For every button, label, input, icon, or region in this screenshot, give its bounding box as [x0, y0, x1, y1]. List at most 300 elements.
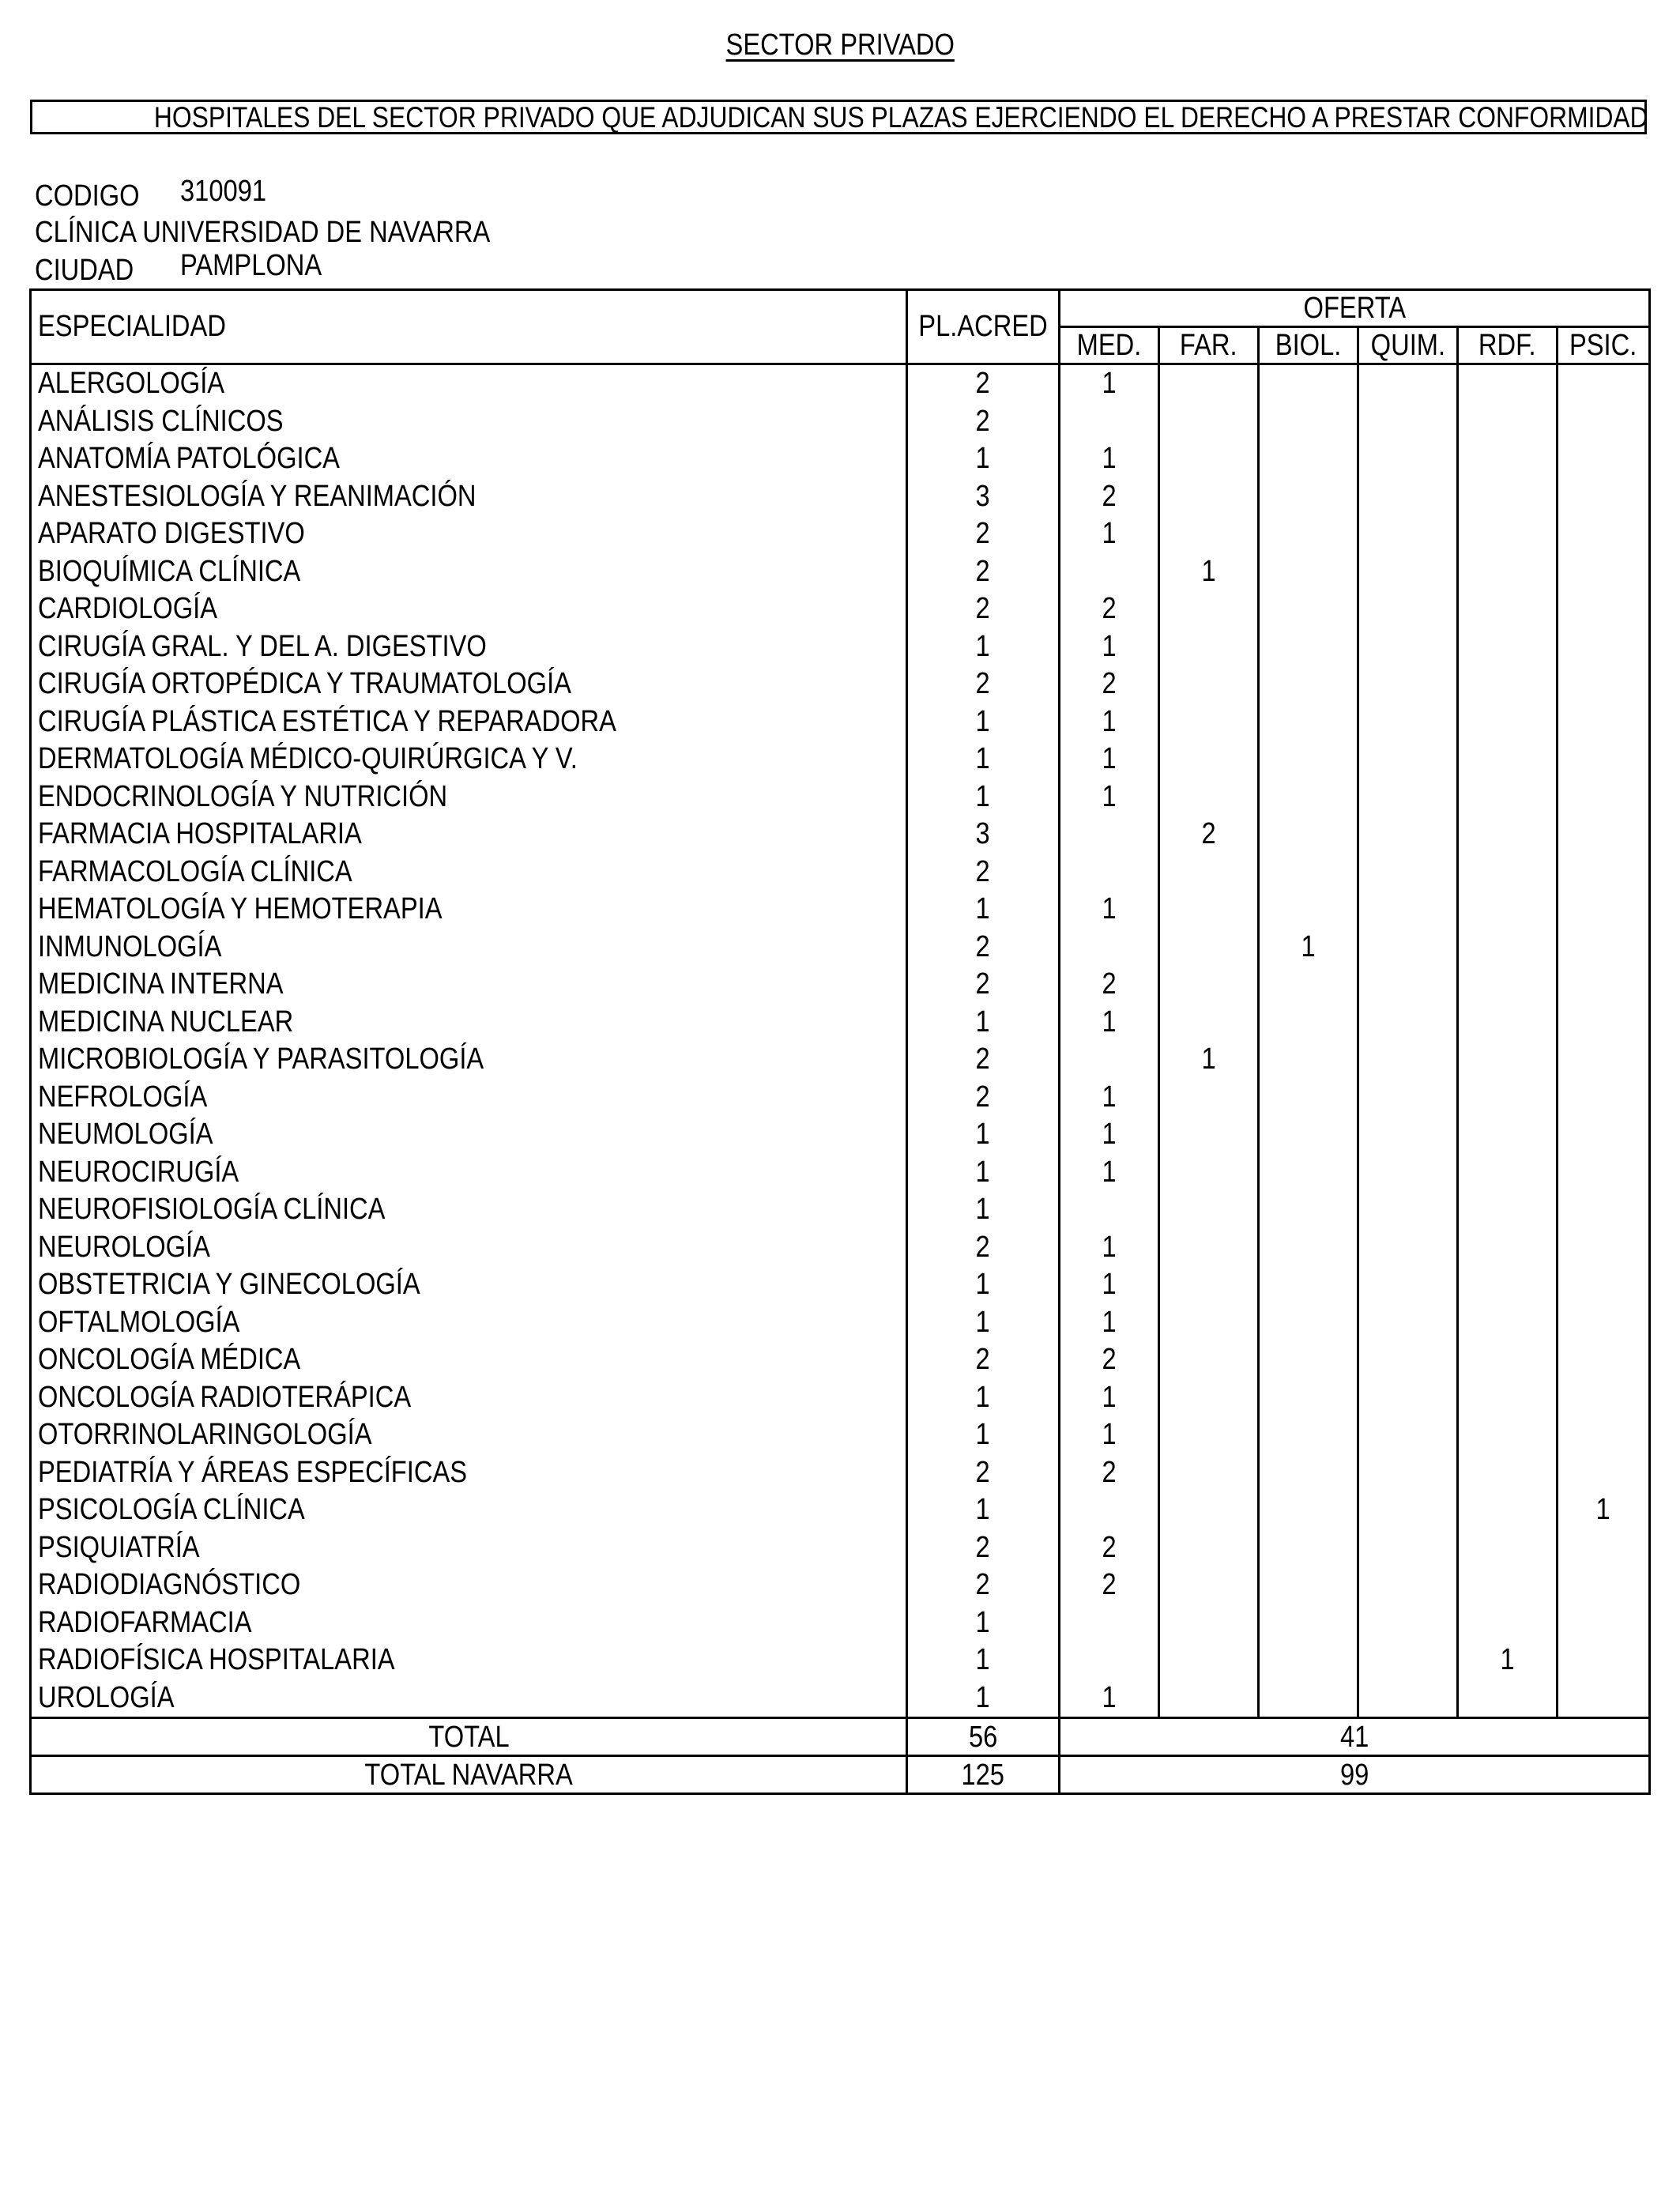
totals-pl-acred: 125: [907, 1756, 1060, 1794]
cell-psic: [1558, 590, 1650, 628]
cell-rdf: [1458, 1266, 1558, 1304]
cell-quim: [1358, 1191, 1458, 1229]
cell-rdf: [1458, 854, 1558, 892]
table-row: [31, 403, 1650, 441]
cell-psic: [1558, 1642, 1650, 1679]
specialty-name: OFTALMOLOGÍA: [31, 1304, 907, 1342]
cell-biol: [1259, 478, 1358, 516]
cell-med: [1060, 854, 1159, 892]
header-quim: QUIM.: [1358, 327, 1458, 364]
cell-biol: [1259, 1416, 1358, 1454]
cell-med: 1: [1060, 440, 1159, 478]
specialty-name: OTORRINOLARINGOLOGÍA: [31, 1416, 907, 1454]
cell-pl: 2: [907, 364, 1060, 403]
cell-quim: [1358, 1341, 1458, 1379]
specialty-name: PSIQUIATRÍA: [31, 1529, 907, 1567]
cell-pl: 1: [907, 1642, 1060, 1679]
cell-biol: [1259, 364, 1358, 403]
cell-rdf: [1458, 553, 1558, 591]
cell-far: [1159, 590, 1259, 628]
cell-quim: [1358, 1491, 1458, 1529]
table-row: [31, 440, 1650, 478]
cell-psic: [1558, 478, 1650, 516]
cell-rdf: [1458, 1079, 1558, 1117]
cell-quim: [1358, 966, 1458, 1004]
cell-far: [1159, 478, 1259, 516]
cell-far: [1159, 1642, 1259, 1679]
cell-psic: [1558, 778, 1650, 816]
table-row: [31, 1004, 1650, 1042]
cell-rdf: [1458, 478, 1558, 516]
specialty-name: ANESTESIOLOGÍA Y REANIMACIÓN: [31, 478, 907, 516]
cell-pl: 2: [907, 553, 1060, 591]
table-row: [31, 1679, 1650, 1718]
specialty-name: NEUROLOGÍA: [31, 1229, 907, 1267]
cell-quim: [1358, 553, 1458, 591]
cell-psic: [1558, 966, 1650, 1004]
cell-psic: [1558, 1116, 1650, 1154]
cell-biol: [1259, 1566, 1358, 1604]
cell-biol: [1259, 891, 1358, 929]
cell-psic: [1558, 1041, 1650, 1079]
cell-far: 1: [1159, 553, 1259, 591]
cell-rdf: [1458, 1566, 1558, 1604]
header-pl-acred: PL.ACRED: [907, 290, 1060, 364]
cell-med: [1060, 1604, 1159, 1642]
cell-far: [1159, 1679, 1259, 1718]
cell-psic: [1558, 364, 1650, 403]
cell-med: [1060, 816, 1159, 854]
section-banner: [30, 100, 1647, 134]
cell-pl: 1: [907, 1191, 1060, 1229]
cell-far: [1159, 966, 1259, 1004]
table-row: [31, 1566, 1650, 1604]
cell-med: 1: [1060, 364, 1159, 403]
cell-biol: [1259, 665, 1358, 703]
table-row: [31, 515, 1650, 553]
cell-rdf: [1458, 1679, 1558, 1718]
cell-pl: 1: [907, 628, 1060, 666]
cell-rdf: [1458, 816, 1558, 854]
cell-biol: [1259, 1454, 1358, 1492]
cell-med: [1060, 1191, 1159, 1229]
cell-med: 1: [1060, 778, 1159, 816]
cell-med: 2: [1060, 478, 1159, 516]
cell-med: 1: [1060, 891, 1159, 929]
ciudad-value: PAMPLONA: [180, 249, 322, 282]
specialty-name: CIRUGÍA PLÁSTICA ESTÉTICA Y REPARADORA: [31, 703, 907, 741]
cell-rdf: [1458, 1116, 1558, 1154]
cell-psic: [1558, 1341, 1650, 1379]
cell-quim: [1358, 703, 1458, 741]
codigo-value: 310091: [180, 175, 267, 208]
cell-far: [1159, 778, 1259, 816]
cell-pl: 1: [907, 1116, 1060, 1154]
cell-biol: [1259, 816, 1358, 854]
cell-med: 1: [1060, 628, 1159, 666]
hospital-name: CLÍNICA UNIVERSIDAD DE NAVARRA: [35, 216, 491, 249]
cell-pl: 1: [907, 1491, 1060, 1529]
table-row: [31, 1266, 1650, 1304]
table-body: [31, 364, 1650, 1718]
cell-psic: [1558, 703, 1650, 741]
cell-far: [1159, 854, 1259, 892]
cell-pl: 1: [907, 1304, 1060, 1342]
cell-quim: [1358, 1416, 1458, 1454]
table-row: [31, 364, 1650, 403]
cell-psic: [1558, 1266, 1650, 1304]
specialty-name: FARMACIA HOSPITALARIA: [31, 816, 907, 854]
cell-quim: [1358, 778, 1458, 816]
cell-rdf: [1458, 778, 1558, 816]
cell-quim: [1358, 1604, 1458, 1642]
cell-quim: [1358, 1229, 1458, 1267]
cell-pl: 2: [907, 1341, 1060, 1379]
cell-psic: [1558, 1529, 1650, 1567]
cell-far: [1159, 1116, 1259, 1154]
cell-pl: 2: [907, 590, 1060, 628]
specialty-name: CARDIOLOGÍA: [31, 590, 907, 628]
cell-psic: [1558, 1154, 1650, 1192]
cell-quim: [1358, 854, 1458, 892]
cell-pl: 2: [907, 854, 1060, 892]
specialty-name: RADIOFARMACIA: [31, 1604, 907, 1642]
cell-quim: [1358, 1379, 1458, 1417]
table-row: [31, 1079, 1650, 1117]
cell-med: 1: [1060, 1379, 1159, 1417]
cell-far: [1159, 1266, 1259, 1304]
totals-oferta: 99: [1060, 1756, 1650, 1794]
cell-med: 2: [1060, 1454, 1159, 1492]
cell-biol: [1259, 1341, 1358, 1379]
cell-pl: 2: [907, 1229, 1060, 1267]
cell-rdf: [1458, 515, 1558, 553]
cell-biol: [1259, 1529, 1358, 1567]
cell-pl: 2: [907, 665, 1060, 703]
header-biol: BIOL.: [1259, 327, 1358, 364]
page-title-text: SECTOR PRIVADO: [725, 28, 955, 62]
specialty-name: ENDOCRINOLOGÍA Y NUTRICIÓN: [31, 778, 907, 816]
cell-biol: 1: [1259, 929, 1358, 967]
cell-biol: [1259, 1191, 1358, 1229]
table-row: [31, 1454, 1650, 1492]
table-row: [31, 741, 1650, 778]
cell-biol: [1259, 1154, 1358, 1192]
banner-text: HOSPITALES DEL SECTOR PRIVADO QUE ADJUDICAN SUS PLAZAS EJERCIENDO EL DERECHO A PRESTAR CONFORMIDAD: [153, 101, 1648, 134]
cell-biol: [1259, 1041, 1358, 1079]
specialty-name: CIRUGÍA GRAL. Y DEL A. DIGESTIVO: [31, 628, 907, 666]
table-row: [31, 966, 1650, 1004]
cell-pl: 2: [907, 1529, 1060, 1567]
cell-pl: 3: [907, 478, 1060, 516]
specialty-name: ANATOMÍA PATOLÓGICA: [31, 440, 907, 478]
cell-rdf: [1458, 1154, 1558, 1192]
cell-quim: [1358, 628, 1458, 666]
cell-far: [1159, 929, 1259, 967]
table-row: [31, 628, 1650, 666]
cell-med: 1: [1060, 1679, 1159, 1718]
header-oferta: OFERTA: [1060, 290, 1650, 327]
table-row: [31, 1041, 1650, 1079]
cell-psic: [1558, 1566, 1650, 1604]
cell-far: [1159, 440, 1259, 478]
table-row: [31, 929, 1650, 967]
cell-far: [1159, 1416, 1259, 1454]
cell-med: [1060, 929, 1159, 967]
cell-far: [1159, 1154, 1259, 1192]
specialty-name: NEUMOLOGÍA: [31, 1116, 907, 1154]
cell-psic: [1558, 1304, 1650, 1342]
cell-biol: [1259, 628, 1358, 666]
cell-far: [1159, 1341, 1259, 1379]
cell-biol: [1259, 1116, 1358, 1154]
cell-far: [1159, 515, 1259, 553]
cell-biol: [1259, 1379, 1358, 1417]
cell-quim: [1358, 891, 1458, 929]
cell-rdf: [1458, 929, 1558, 967]
specialty-name: NEUROCIRUGÍA: [31, 1154, 907, 1192]
table-row: [31, 703, 1650, 741]
cell-med: 1: [1060, 1079, 1159, 1117]
cell-rdf: [1458, 703, 1558, 741]
cell-pl: 1: [907, 741, 1060, 778]
table-row: [31, 1116, 1650, 1154]
cell-quim: [1358, 440, 1458, 478]
cell-med: 2: [1060, 665, 1159, 703]
cell-med: 2: [1060, 1566, 1159, 1604]
cell-quim: [1358, 816, 1458, 854]
table-row: [31, 478, 1650, 516]
cell-med: 1: [1060, 515, 1159, 553]
cell-psic: [1558, 816, 1650, 854]
cell-pl: 1: [907, 1004, 1060, 1042]
cell-med: 1: [1060, 1304, 1159, 1342]
cell-far: 1: [1159, 1041, 1259, 1079]
specialty-name: ANÁLISIS CLÍNICOS: [31, 403, 907, 441]
ciudad-label: CIUDAD: [35, 254, 134, 287]
specialty-name: NEFROLOGÍA: [31, 1079, 907, 1117]
totals-oferta: 41: [1060, 1718, 1650, 1756]
header-psic: PSIC.: [1558, 327, 1650, 364]
header-med: MED.: [1060, 327, 1159, 364]
totals-label: TOTAL NAVARRA: [31, 1756, 907, 1794]
cell-far: [1159, 1191, 1259, 1229]
cell-quim: [1358, 1304, 1458, 1342]
cell-psic: 1: [1558, 1491, 1650, 1529]
cell-psic: [1558, 553, 1650, 591]
cell-pl: 2: [907, 929, 1060, 967]
table-row: [31, 590, 1650, 628]
cell-psic: [1558, 1379, 1650, 1417]
cell-med: 2: [1060, 1529, 1159, 1567]
cell-pl: 2: [907, 403, 1060, 441]
cell-biol: [1259, 854, 1358, 892]
cell-rdf: [1458, 1454, 1558, 1492]
cell-quim: [1358, 929, 1458, 967]
cell-rdf: [1458, 1041, 1558, 1079]
cell-biol: [1259, 1004, 1358, 1042]
cell-far: [1159, 364, 1259, 403]
specialty-name: APARATO DIGESTIVO: [31, 515, 907, 553]
cell-pl: 2: [907, 1454, 1060, 1492]
cell-biol: [1259, 1304, 1358, 1342]
cell-rdf: [1458, 1229, 1558, 1267]
cell-med: 2: [1060, 1341, 1159, 1379]
cell-rdf: [1458, 1491, 1558, 1529]
cell-biol: [1259, 515, 1358, 553]
cell-far: [1159, 628, 1259, 666]
specialty-name: OBSTETRICIA Y GINECOLOGÍA: [31, 1266, 907, 1304]
codigo-label: CODIGO: [35, 179, 140, 213]
cell-psic: [1558, 515, 1650, 553]
specialty-name: UROLOGÍA: [31, 1679, 907, 1718]
cell-rdf: [1458, 1341, 1558, 1379]
specialty-name: ALERGOLOGÍA: [31, 364, 907, 403]
cell-rdf: [1458, 364, 1558, 403]
cell-quim: [1358, 364, 1458, 403]
cell-quim: [1358, 1529, 1458, 1567]
cell-pl: 1: [907, 778, 1060, 816]
cell-rdf: [1458, 1529, 1558, 1567]
table-row: [31, 1379, 1650, 1417]
table-row: [31, 1416, 1650, 1454]
cell-biol: [1259, 703, 1358, 741]
cell-pl: 3: [907, 816, 1060, 854]
cell-quim: [1358, 1679, 1458, 1718]
specialty-name: INMUNOLOGÍA: [31, 929, 907, 967]
cell-quim: [1358, 1079, 1458, 1117]
specialty-name: HEMATOLOGÍA Y HEMOTERAPIA: [31, 891, 907, 929]
specialty-name: ONCOLOGÍA RADIOTERÁPICA: [31, 1379, 907, 1417]
specialty-name: MEDICINA NUCLEAR: [31, 1004, 907, 1042]
cell-med: [1060, 1041, 1159, 1079]
cell-rdf: [1458, 665, 1558, 703]
totals-label: TOTAL: [31, 1718, 907, 1756]
table-row: [31, 665, 1650, 703]
cell-far: [1159, 1304, 1259, 1342]
table-row: [31, 1154, 1650, 1192]
cell-pl: 1: [907, 1679, 1060, 1718]
specialty-name: MEDICINA INTERNA: [31, 966, 907, 1004]
specialty-name: BIOQUÍMICA CLÍNICA: [31, 553, 907, 591]
specialties-table: [29, 288, 1651, 1795]
cell-med: 1: [1060, 1266, 1159, 1304]
table-row: [31, 1191, 1650, 1229]
specialty-name: DERMATOLOGÍA MÉDICO-QUIRÚRGICA Y V.: [31, 741, 907, 778]
cell-pl: 1: [907, 1379, 1060, 1417]
cell-psic: [1558, 1454, 1650, 1492]
specialty-name: MICROBIOLOGÍA Y PARASITOLOGÍA: [31, 1041, 907, 1079]
cell-biol: [1259, 553, 1358, 591]
cell-psic: [1558, 1191, 1650, 1229]
cell-psic: [1558, 403, 1650, 441]
cell-rdf: [1458, 403, 1558, 441]
cell-med: 2: [1060, 590, 1159, 628]
specialty-name: CIRUGÍA ORTOPÉDICA Y TRAUMATOLOGÍA: [31, 665, 907, 703]
cell-far: [1159, 891, 1259, 929]
specialty-name: FARMACOLOGÍA CLÍNICA: [31, 854, 907, 892]
table-row: [31, 1229, 1650, 1267]
cell-psic: [1558, 440, 1650, 478]
cell-pl: 1: [907, 440, 1060, 478]
cell-quim: [1358, 665, 1458, 703]
specialty-name: ONCOLOGÍA MÉDICA: [31, 1341, 907, 1379]
cell-quim: [1358, 1154, 1458, 1192]
cell-psic: [1558, 628, 1650, 666]
cell-rdf: [1458, 966, 1558, 1004]
cell-far: [1159, 665, 1259, 703]
cell-rdf: 1: [1458, 1642, 1558, 1679]
cell-far: [1159, 1566, 1259, 1604]
cell-pl: 1: [907, 891, 1060, 929]
header-rdf: RDF.: [1458, 327, 1558, 364]
cell-rdf: [1458, 741, 1558, 778]
cell-far: [1159, 703, 1259, 741]
cell-pl: 2: [907, 1041, 1060, 1079]
cell-quim: [1358, 1041, 1458, 1079]
table-row: [31, 816, 1650, 854]
specialty-name: RADIODIAGNÓSTICO: [31, 1566, 907, 1604]
specialty-name: NEUROFISIOLOGÍA CLÍNICA: [31, 1191, 907, 1229]
cell-psic: [1558, 665, 1650, 703]
table-row: [31, 1304, 1650, 1342]
totals-row: [31, 1756, 1650, 1794]
cell-quim: [1358, 1266, 1458, 1304]
specialty-name: PEDIATRÍA Y ÁREAS ESPECÍFICAS: [31, 1454, 907, 1492]
table-row: [31, 553, 1650, 591]
cell-med: 1: [1060, 741, 1159, 778]
cell-biol: [1259, 1079, 1358, 1117]
cell-med: [1060, 1491, 1159, 1529]
cell-med: 1: [1060, 1229, 1159, 1267]
cell-psic: [1558, 1604, 1650, 1642]
header-far: FAR.: [1159, 327, 1259, 364]
cell-rdf: [1458, 590, 1558, 628]
specialty-name: PSICOLOGÍA CLÍNICA: [31, 1491, 907, 1529]
table-row: [31, 1604, 1650, 1642]
cell-psic: [1558, 1229, 1650, 1267]
cell-psic: [1558, 741, 1650, 778]
cell-rdf: [1458, 1604, 1558, 1642]
cell-pl: 1: [907, 703, 1060, 741]
cell-psic: [1558, 1416, 1650, 1454]
cell-pl: 1: [907, 1416, 1060, 1454]
cell-rdf: [1458, 1416, 1558, 1454]
cell-rdf: [1458, 1379, 1558, 1417]
cell-med: [1060, 1642, 1159, 1679]
cell-med: 1: [1060, 1154, 1159, 1192]
cell-biol: [1259, 403, 1358, 441]
cell-pl: 2: [907, 966, 1060, 1004]
cell-biol: [1259, 778, 1358, 816]
cell-quim: [1358, 478, 1458, 516]
header-especialidad: ESPECIALIDAD: [31, 290, 907, 364]
cell-quim: [1358, 1004, 1458, 1042]
cell-pl: 1: [907, 1604, 1060, 1642]
cell-quim: [1358, 403, 1458, 441]
cell-psic: [1558, 1079, 1650, 1117]
cell-med: 1: [1060, 1004, 1159, 1042]
cell-psic: [1558, 929, 1650, 967]
cell-biol: [1259, 1679, 1358, 1718]
cell-pl: 2: [907, 515, 1060, 553]
page-title: [0, 27, 1680, 63]
cell-quim: [1358, 515, 1458, 553]
cell-pl: 2: [907, 1566, 1060, 1604]
cell-quim: [1358, 590, 1458, 628]
cell-quim: [1358, 741, 1458, 778]
cell-biol: [1259, 1229, 1358, 1267]
